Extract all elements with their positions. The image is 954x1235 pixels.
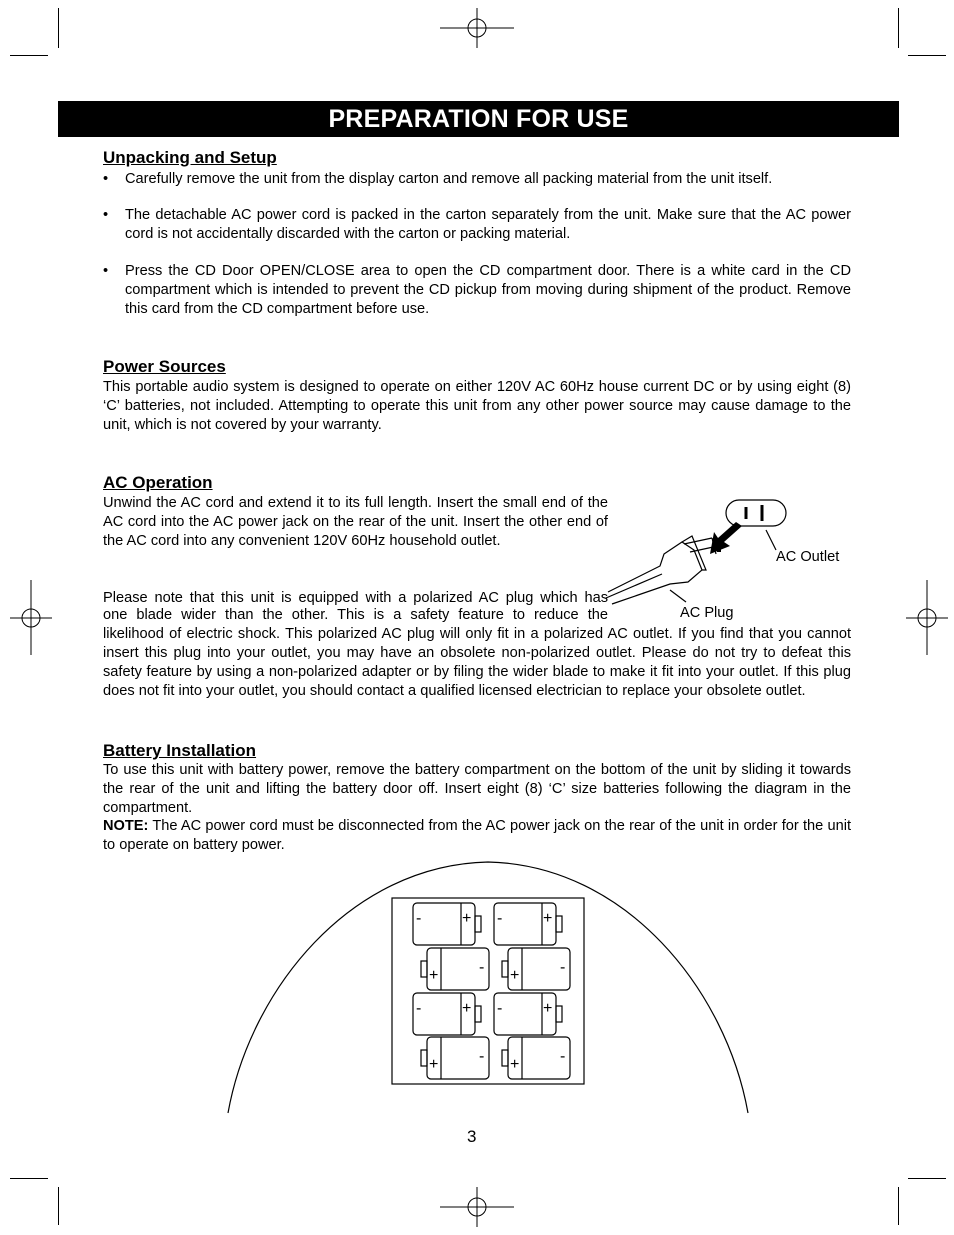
plus-symbol: + <box>462 1000 472 1017</box>
plus-symbol: + <box>429 1056 439 1073</box>
battery-terminal <box>421 1050 427 1066</box>
bullet-marker: • <box>103 207 109 223</box>
minus-symbol: - <box>416 1000 422 1017</box>
battery-terminal <box>421 961 427 977</box>
unpacking-bullet-3: Press the CD Door OPEN/CLOSE area to open the CD compartment door. There is a white card in the CD compartment which is intended to prevent the CD pickup from moving during shipment of the product. Remove this card from the CD compartment before use. <box>125 263 851 317</box>
note-label: NOTE: <box>103 818 149 834</box>
battery-terminal <box>475 916 481 932</box>
battery-terminal <box>502 1050 508 1066</box>
section-heading-power: Power Sources <box>103 357 226 376</box>
plus-symbol: + <box>510 967 520 984</box>
plus-symbol: + <box>462 910 472 927</box>
section-heading-battery: Battery Installation <box>103 741 257 760</box>
minus-symbol: - <box>497 910 503 927</box>
battery-terminal <box>556 916 562 932</box>
page-number: 3 <box>467 1127 477 1146</box>
ac-plug-label: AC Plug <box>680 605 734 621</box>
section-heading-unpacking: Unpacking and Setup <box>103 148 277 167</box>
ac-outlet-label: AC Outlet <box>776 549 840 565</box>
ac-paragraph-2-rest: likelihood of electric shock. This polarized AC plug will only fit in a polarized AC outlet. If you find that you cannot insert this plug into your outlet, you may have an obsolete non-polarized outlet. Please do not try to defeat this safety feature by using a non-polarized adapter or by filing the wider blade to make it fit into your outlet. If this plug does not fit into your outlet, you should contact a qualified licensed electrician to replace your obsolete outlet. <box>103 626 851 699</box>
page-title: PREPARATION FOR USE <box>58 101 899 137</box>
unpacking-bullet-2: The detachable AC power cord is packed in the carton separately from the unit. Make sure that the AC power cord is not accidentally discarded with the carton or packing material. <box>125 207 851 242</box>
ac-paragraph-2-line-1: Please note that this unit is equipped with a polarized AC plug which has <box>103 590 608 606</box>
minus-symbol: - <box>560 959 566 976</box>
plus-symbol: + <box>510 1056 520 1073</box>
unpacking-bullet-1: Carefully remove the unit from the display carton and remove all packing material from the unit itself. <box>125 171 773 187</box>
power-paragraph: This portable audio system is designed to operate on either 120V AC 60Hz house current DC or by using eight (8) ‘C’ batteries, not included. Attempting to operate this unit from any other power source may cause damage to the unit, which is not covered by your warranty. <box>103 379 851 433</box>
minus-symbol: - <box>416 910 422 927</box>
bullet-marker: • <box>103 263 109 279</box>
section-heading-ac: AC Operation <box>103 473 213 492</box>
minus-symbol: - <box>479 1048 485 1065</box>
minus-symbol: - <box>497 1000 503 1017</box>
plus-symbol: + <box>543 1000 553 1017</box>
battery-terminal <box>502 961 508 977</box>
plus-symbol: + <box>543 910 553 927</box>
minus-symbol: - <box>479 959 485 976</box>
ac-paragraph-2-line-2: one blade wider than the other. This is a safety feature to reduce the <box>103 607 608 623</box>
battery-terminal <box>475 1006 481 1022</box>
bullet-marker: • <box>103 171 109 187</box>
minus-symbol: - <box>560 1048 566 1065</box>
note-text: The AC power cord must be disconnected from the AC power jack on the rear of the unit in order for the unit to operate on battery power. <box>103 818 851 853</box>
battery-paragraph: To use this unit with battery power, remove the battery compartment on the bottom of the unit by sliding it towards the rear of the unit and lifting the battery door off. Insert eight (8) ‘C’ size batteries following the diagram in the compartment. <box>103 762 851 816</box>
compartment-outline <box>228 862 748 1113</box>
battery-terminal <box>556 1006 562 1022</box>
ac-paragraph-1: Unwind the AC cord and extend it to its full length. Insert the small end of the AC cord into the AC power jack on the rear of the unit. Insert the other end of the AC cord into any convenient 120V 60Hz household outlet. <box>103 495 608 549</box>
plus-symbol: + <box>429 967 439 984</box>
